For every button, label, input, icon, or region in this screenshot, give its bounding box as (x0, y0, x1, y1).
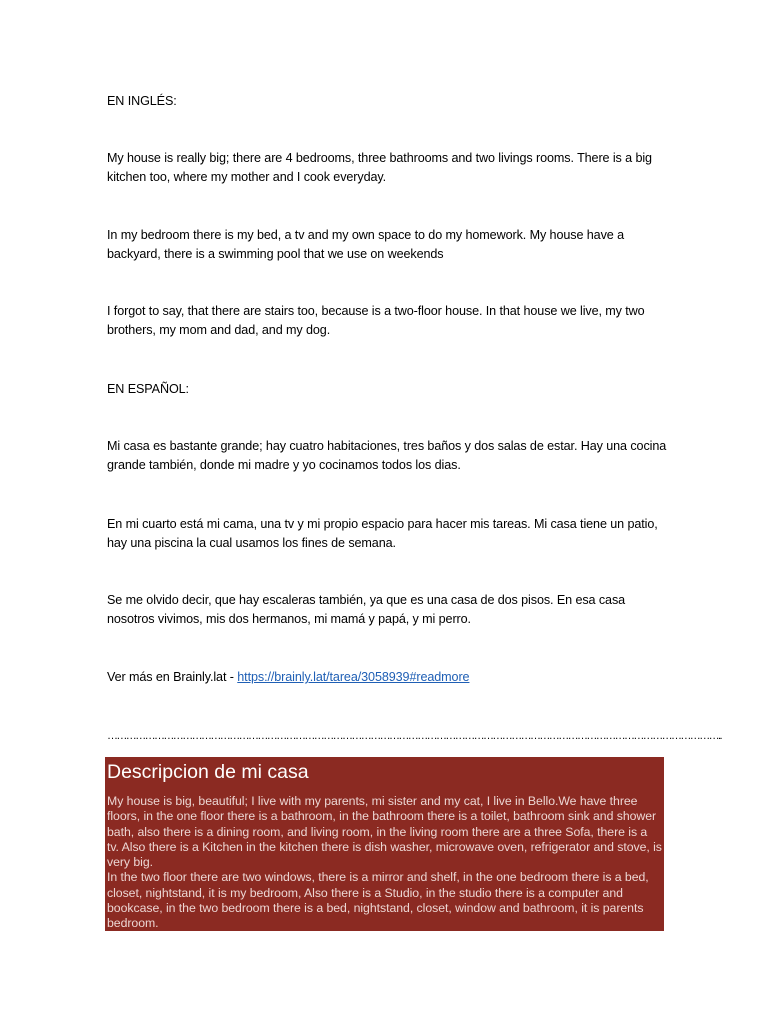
description-title: Descripcion de mi casa (107, 761, 309, 783)
description-text-2: In the two floor there are two windows, there is a mirror and shelf, in the one bedroom there is a bed, closet, nightstand, it is my bedroom, Also there is a Studio, in the studio there is a computer and bookcase, in the two bedroom there is a bed, nightstand, closet, window and bathroom, it is parents bedroom. (107, 870, 649, 931)
spanish-heading: EN ESPAÑOL: (107, 382, 189, 396)
english-paragraph-1: My house is really big; there are 4 bedrooms, three bathrooms and two livings rooms. There is a big kitchen too, where my mother and I cook everyday. (107, 151, 652, 184)
description-box (105, 757, 664, 931)
source-prefix: Ver más en Brainly.lat - (107, 670, 238, 684)
brainly-link[interactable]: https://brainly.lat/tarea/3058939#readmore (237, 670, 470, 684)
spanish-paragraph-1: Mi casa es bastante grande; hay cuatro habitaciones, tres baños y dos salas de estar. Hay una cocina grande también, donde mi madre y yo cocinamos todos los dias. (107, 439, 667, 472)
spanish-paragraph-2: En mi cuarto está mi cama, una tv y mi propio espacio para hacer mis tareas. Mi casa tiene un patio, hay una piscina la cual usamos los fines de semana. (107, 517, 658, 550)
dotted-separator: …………………………………………………………………………………………………………………………………………………………………………….. (107, 730, 721, 742)
description-text-1: My house is big, beautiful; I live with my parents, mi sister and my cat, I live in Bello.We have three floors, in the one floor there is a bathroom, in the bathroom there is a toilet, bathroom sink and shower bath, also there is a dining room, and living room, in the living room there are a three Sofa, there is a tv. Also there is a Kitchen in the kitchen there is dish washer, microwave oven, refrigerator and stove, is very big. (107, 794, 662, 870)
spanish-paragraph-3: Se me olvido decir, que hay escaleras también, ya que es una casa de dos pisos. En esa casa nosotros vivimos, mis dos hermanos, mi mamá y papá, y mi perro. (107, 593, 626, 626)
english-paragraph-2: In my bedroom there is my bed, a tv and my own space to do my homework. My house have a backyard, there is a swimming pool that we use on weekends (107, 228, 624, 261)
english-paragraph-3: I forgot to say, that there are stairs too, because is a two-floor house. In that house we live, my two brothers, my mom and dad, and my dog. (107, 304, 645, 337)
source-line (107, 668, 667, 687)
english-heading: EN INGLÉS: (107, 94, 177, 108)
